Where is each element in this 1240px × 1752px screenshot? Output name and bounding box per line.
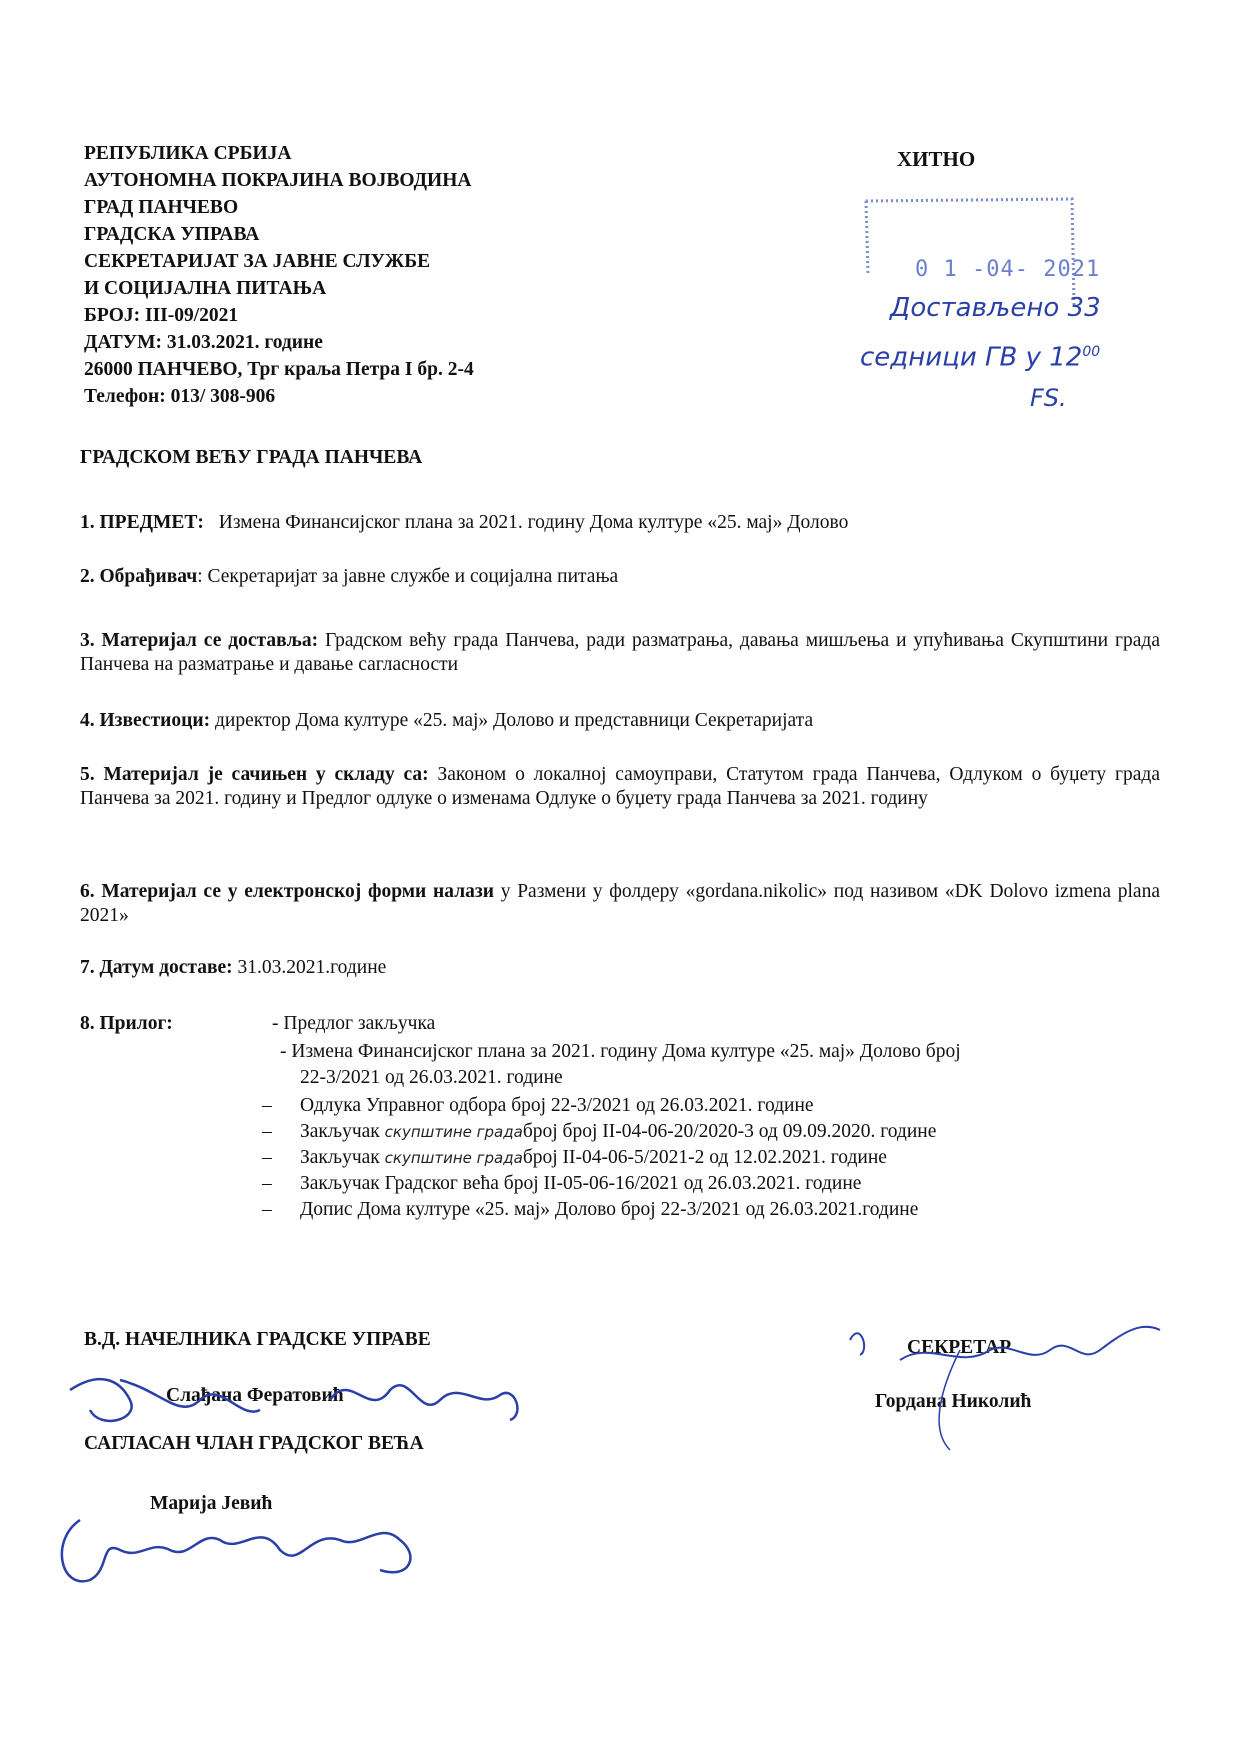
urgent-label: ХИТНО (897, 147, 976, 171)
item-label: 4. Известиоци: (80, 710, 211, 731)
header-line: БРОЈ: III-09/2021 (84, 305, 239, 326)
attachment-text: број број II-04-06-20/2020-3 од 09.09.2020. године (522, 1121, 937, 1142)
left-signatory-name: Слађана Фератовић (166, 1385, 344, 1406)
left-signature-icon (60, 1360, 530, 1440)
bullet-dash: – (262, 1147, 272, 1168)
attachment-item: - Предлог закључка (272, 1013, 436, 1034)
item-label: 1. ПРЕДМЕТ: (80, 512, 204, 533)
attachment-item: Закључак Градског већа број II-05-06-16/2021 од 26.03.2021. године (300, 1173, 862, 1194)
item-reporters (80, 709, 1160, 733)
header-line: СЕКРЕТАРИЈАТ ЗА ЈАВНЕ СЛУЖБЕ (84, 251, 431, 272)
issuer-header (84, 140, 474, 410)
attachment-text: број II-04-06-5/2021-2 од 12.02.2021. године (522, 1147, 887, 1168)
header-line: АУТОНОМНА ПОКРАЈИНА ВОЈВОДИНА (84, 170, 472, 191)
header-line: И СОЦИЈАЛНА ПИТАЊА (84, 278, 327, 299)
attachment-item (300, 1146, 887, 1170)
item-electronic-form (80, 880, 1160, 928)
stamp-note-line1: Достављено 33 (890, 293, 1101, 323)
right-signatory-title: СЕКРЕТАР (907, 1337, 1012, 1358)
bullet-dash: – (262, 1095, 272, 1116)
item-delivered-to (80, 629, 1160, 677)
stamp-note-sup: 00 (1082, 344, 1101, 360)
header-line: 26000 ПАНЧЕВО, Трг краља Петра I бр. 2-4 (84, 359, 474, 380)
attachment-text: Закључак (300, 1147, 380, 1168)
item-compliance (80, 763, 1160, 811)
handwritten-insert: скупштине града (384, 1123, 523, 1141)
attachment-item: Допис Дома културе «25. мај» Долово број 22-3/2021 од 26.03.2021.године (300, 1199, 919, 1220)
bullet-dash: – (262, 1121, 272, 1142)
item-label: 5. Материјал је сачињен у складу са: (80, 764, 429, 785)
item-label: 3. Материјал се доставља: (80, 630, 319, 651)
item-delivery-date (80, 956, 1160, 980)
header-line: ГРАД ПАНЧЕВО (84, 197, 239, 218)
stamp-note-text: седници ГВ у 12 (860, 342, 1083, 373)
header-line: РЕПУБЛИКА СРБИЈА (84, 143, 292, 164)
item-text: Измена Финансијског плана за 2021. годину Дома културе «25. мај» Долово (218, 512, 849, 533)
attachments-label: 8. Прилог: (80, 1013, 173, 1034)
left-signatory-title: В.Д. НАЧЕЛНИКА ГРАДСКЕ УПРАВЕ (84, 1329, 431, 1350)
stamp-note-line2 (860, 340, 1101, 373)
header-line: ДАТУМ: 31.03.2021. године (84, 332, 323, 353)
attachment-item: Одлука Управног одбора број 22-3/2021 од 26.03.2021. године (300, 1095, 814, 1116)
item-text: Законом о локалној самоуправи, Статутом града Панчева, Одлуком о буџету града Панчева за 2021. годину и Предлог одлуке о изменама Одлуке о буџету града Панчева за 2021. годину (80, 764, 1160, 809)
council-member-name: Марија Јевић (150, 1493, 273, 1514)
attachment-item-continued: 22-3/2021 од 26.03.2021. године (300, 1067, 563, 1088)
item-author (80, 565, 1160, 589)
header-line: Телефон: 013/ 308-906 (84, 386, 276, 407)
stamp-initials: FS. (1030, 384, 1067, 412)
item-label: 2. Обрађивач (80, 566, 198, 587)
item-text: 31.03.2021.године (232, 957, 387, 978)
handwritten-insert: скупштине града (384, 1149, 523, 1167)
stamp-date: 0 1 -04- 2021 (915, 257, 1101, 282)
right-signature-icon (840, 1310, 1180, 1460)
bullet-dash: – (262, 1199, 272, 1220)
attachment-text: Закључак (300, 1121, 380, 1142)
council-member-signature-icon (40, 1500, 440, 1600)
item-text: Градском већу града Панчева, ради разматрања, давања мишљења и упућивања Скупштини града Панчева на разматрање и давање сагласности (80, 630, 1160, 675)
bullet-dash: – (262, 1173, 272, 1194)
item-label: 7. Датум доставе: (80, 957, 233, 978)
item-text: директор Дома културе «25. мај» Долово и представници Секретаријата (210, 710, 814, 731)
addressee: ГРАДСКОМ ВЕЋУ ГРАДА ПАНЧЕВА (80, 447, 423, 468)
council-member-title: САГЛАСАН ЧЛАН ГРАДСКОГ ВЕЋА (84, 1433, 424, 1454)
right-signatory-name: Гордана Николић (875, 1391, 1032, 1412)
item-text: : Секретаријат за јавне службе и социјална питања (197, 566, 619, 587)
item-label: 6. Материјал се у електронској форми налази (80, 881, 494, 902)
header-line: ГРАДСКА УПРАВА (84, 224, 260, 245)
attachment-item (300, 1120, 936, 1144)
item-text: у Размени у фолдеру «gordana.nikolic» под називом «DK Dolovo izmena plana 2021» (80, 881, 1160, 926)
attachment-item: - Измена Финансијског плана за 2021. годину Дома културе «25. мај» Долово број (280, 1041, 961, 1062)
item-subject (80, 511, 1160, 535)
